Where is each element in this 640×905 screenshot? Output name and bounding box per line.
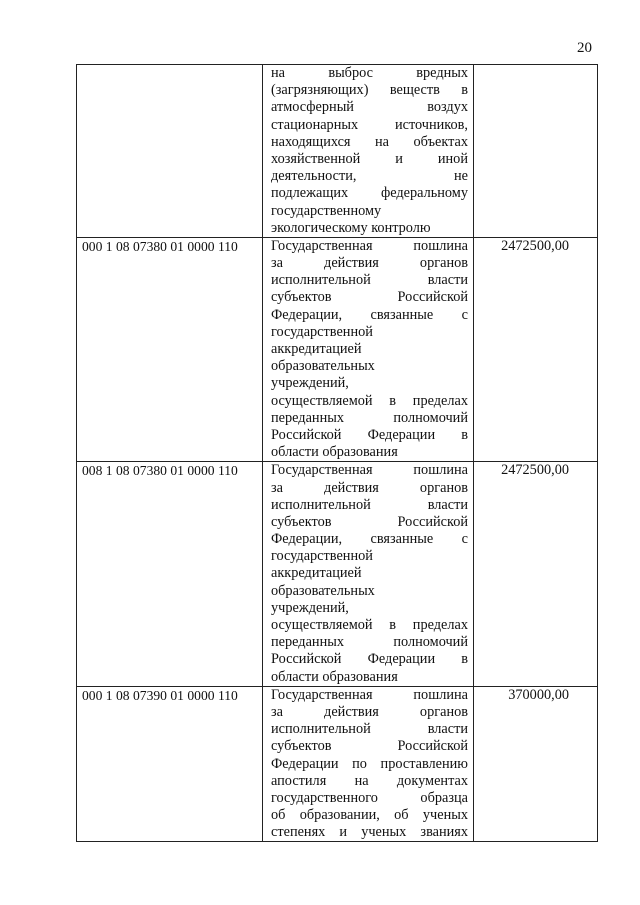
table-row	[77, 65, 598, 238]
description-line: атмосферный воздух	[271, 99, 468, 116]
amount-cell	[474, 65, 598, 238]
description-line: за действия органов	[271, 479, 468, 496]
description-line: деятельности, не	[271, 168, 468, 185]
kbk-code-cell: 000 1 08 07380 01 0000 110	[77, 237, 263, 461]
description-line: субъектов Российской	[271, 513, 468, 530]
description-line: государственной	[271, 548, 373, 565]
description-line: государственной	[271, 323, 373, 340]
budget-table-body	[77, 65, 598, 842]
description-line: государственного образца	[271, 789, 468, 806]
description-cell	[263, 237, 474, 461]
description-line: исполнительной власти	[271, 496, 468, 513]
description-line: хозяйственной и иной	[271, 150, 468, 167]
description-line: исполнительной власти	[271, 272, 468, 289]
description-line: Российской Федерации в	[271, 651, 468, 668]
kbk-code-cell	[77, 65, 263, 238]
description-cell	[263, 462, 474, 686]
table-row	[77, 237, 598, 461]
page-number: 20	[577, 40, 592, 56]
description-line: подлежащих федеральному	[271, 185, 468, 202]
description-line: государственному	[271, 202, 382, 219]
table-row	[77, 686, 598, 842]
description-cell	[263, 686, 474, 842]
description-line: за действия органов	[271, 703, 468, 720]
description-line: Федерации, связанные с	[271, 306, 468, 323]
description-line: образовательных	[271, 358, 375, 375]
description-line: области образования	[271, 444, 398, 461]
amount-cell: 370000,00	[474, 686, 598, 842]
description-line: Государственная пошлина	[271, 462, 468, 479]
description-line: на выброс вредных	[271, 65, 468, 81]
description-line: (загрязняющих) веществ в	[271, 82, 468, 99]
description-line: учреждений,	[271, 375, 349, 392]
description-line: области образования	[271, 668, 398, 685]
description-line: переданных полномочий	[271, 409, 468, 426]
kbk-code-cell: 000 1 08 07390 01 0000 110	[77, 686, 263, 842]
amount-cell: 2472500,00	[474, 462, 598, 686]
description-line: Федерации по проставлению	[271, 755, 468, 772]
description-line: находящихся на объектах	[271, 133, 468, 150]
amount-cell: 2472500,00	[474, 237, 598, 461]
description-line: осуществляемой в пределах	[271, 617, 468, 633]
description-line: осуществляемой в пределах	[271, 392, 468, 409]
description-line: переданных полномочий	[271, 634, 468, 651]
description-line: субъектов Российской	[271, 738, 468, 755]
kbk-code-cell: 008 1 08 07380 01 0000 110	[77, 462, 263, 686]
budget-table	[76, 64, 598, 842]
description-line: апостиля на документах	[271, 772, 468, 789]
description-line: Государственная пошлина	[271, 237, 468, 254]
description-line: образовательных	[271, 582, 375, 599]
description-line: субъектов Российской	[271, 289, 468, 306]
description-line: Государственная пошлина	[271, 686, 468, 703]
table-row	[77, 462, 598, 686]
description-line: за действия органов	[271, 255, 468, 272]
description-line: степенях и ученых званиях	[271, 824, 468, 841]
description-line: исполнительной власти	[271, 721, 468, 738]
description-line: Федерации, связанные с	[271, 531, 468, 548]
description-line: экологическому контролю	[271, 219, 431, 236]
description-line: аккредитацией	[271, 341, 362, 357]
description-line: учреждений,	[271, 599, 349, 616]
description-line: стационарных источников,	[271, 116, 468, 133]
description-line: аккредитацией	[271, 565, 362, 582]
description-cell	[263, 65, 474, 238]
description-line: об образовании, об ученых	[271, 807, 468, 824]
description-line: Российской Федерации в	[271, 426, 468, 443]
